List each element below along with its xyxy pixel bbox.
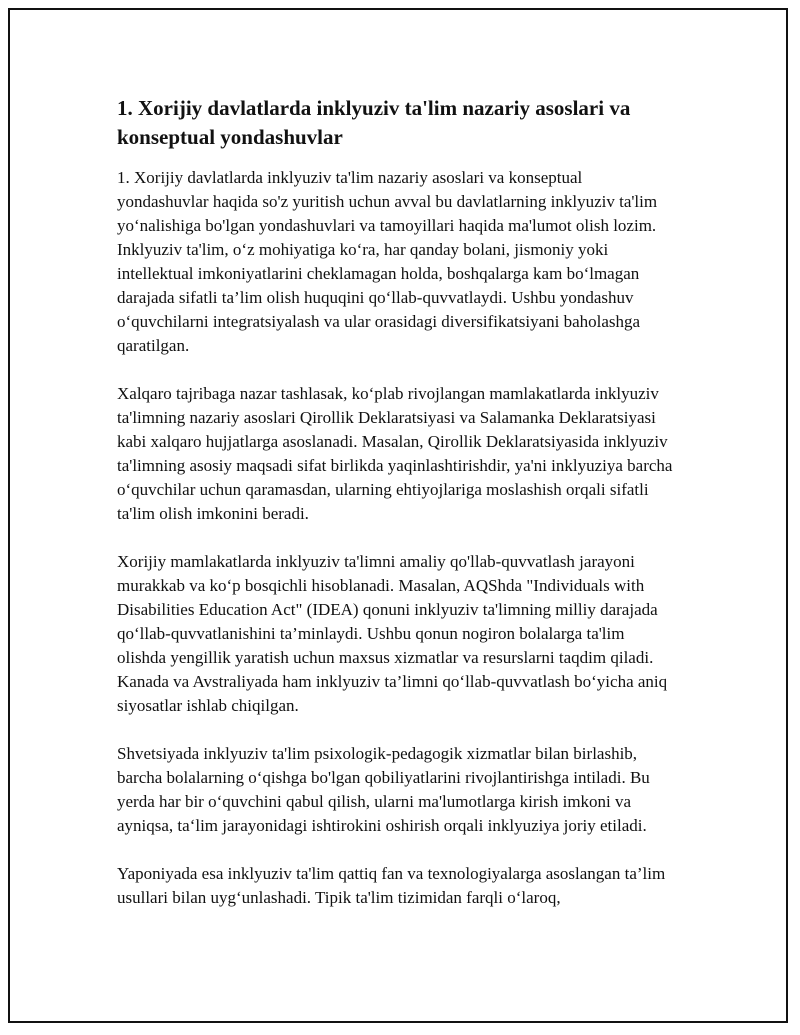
document-content xyxy=(117,94,677,934)
paragraph-3: Xorijiy mamlakatlarda inklyuziv ta'limni amaliy qo'llab-quvvatlash jarayoni murakkab va ko‘p bosqichli hisoblanadi. Masalan, AQShda "Individuals with Disabilities Education Act" (IDEA) qonuni inklyuziv ta'limning milliy darajada qo‘llab-quvvatlanishini ta’minlaydi. Ushbu qonun nogiron bolalarga ta'lim olishda yengillik yaratish uchun maxsus xizmatlar va resurslarni taqdim qiladi. Kanada va Avstraliyada ham inklyuziv ta’limni qo‘llab-quvvatlash bo‘yicha aniq siyosatlar ishlab chiqilgan. xyxy=(117,552,668,715)
paragraph-2: Xalqaro tajribaga nazar tashlasak, ko‘plab rivojlangan mamlakatlarda inklyuziv ta'limning nazariy asoslari Qirollik Deklaratsiyasi va Salamanka Deklaratsiyasi kabi xalqaro hujjatlarga asoslanadi. Masalan, Qirollik Deklaratsiyasida inklyuziv ta'limning asosiy maqsadi sifat birlikda yaqinlashtirishdir, ya'ni inklyuziya barcha o‘quvchilar uchun qaramasdan, ularning ehtiyojlariga moslashish orqali sifatli ta'lim olish imkonini beradi. xyxy=(117,384,673,523)
paragraph-4: Shvetsiyada inklyuziv ta'lim psixologik-pedagogik xizmatlar bilan birlashib, barcha bolalarning o‘qishga bo'lgan qobiliyatlarini rivojlantirishga intiladi. Bu yerda har bir o‘quvchini qabul qilish, ularni ma'lumotlarga kirish imkoni va ayniqsa, ta‘lim jarayonidagi ishtirokini oshirish orqali inklyuziya joriy etiladi. xyxy=(117,744,650,835)
document-page xyxy=(8,8,788,1023)
section-heading: 1. Xorijiy davlatlarda inklyuziv ta'lim nazariy asoslari va konseptual yondashuvlar xyxy=(117,96,631,149)
paragraph-5: Yaponiyada esa inklyuziv ta'lim qattiq fan va texnologiyalarga asoslangan ta’lim usullari bilan uyg‘unlashadi. Tipik ta'lim tizimidan farqli o‘laroq, xyxy=(117,864,666,907)
paragraph-1: 1. Xorijiy davlatlarda inklyuziv ta'lim nazariy asoslari va konseptual yondashuvlar haqida so'z yuritish uchun avval bu davlatlarning inklyuziv ta'lim yo‘nalishiga bo'lgan yondashuvlari va tamoyillari haqida ma'lumot olish lozim. Inklyuziv ta'lim, o‘z mohiyatiga ko‘ra, har qanday bolani, jismoniy yoki intellektual imkoniyatlarini cheklamagan holda, boshqalarga kam bo‘lmagan darajada sifatli ta’lim olish huquqini qo‘llab-quvvatlaydi. Ushbu yondashuv o‘quvchilarni integratsiyalash va ular orasidagi diversifikatsiyani baholashga qaratilgan. xyxy=(117,168,658,355)
